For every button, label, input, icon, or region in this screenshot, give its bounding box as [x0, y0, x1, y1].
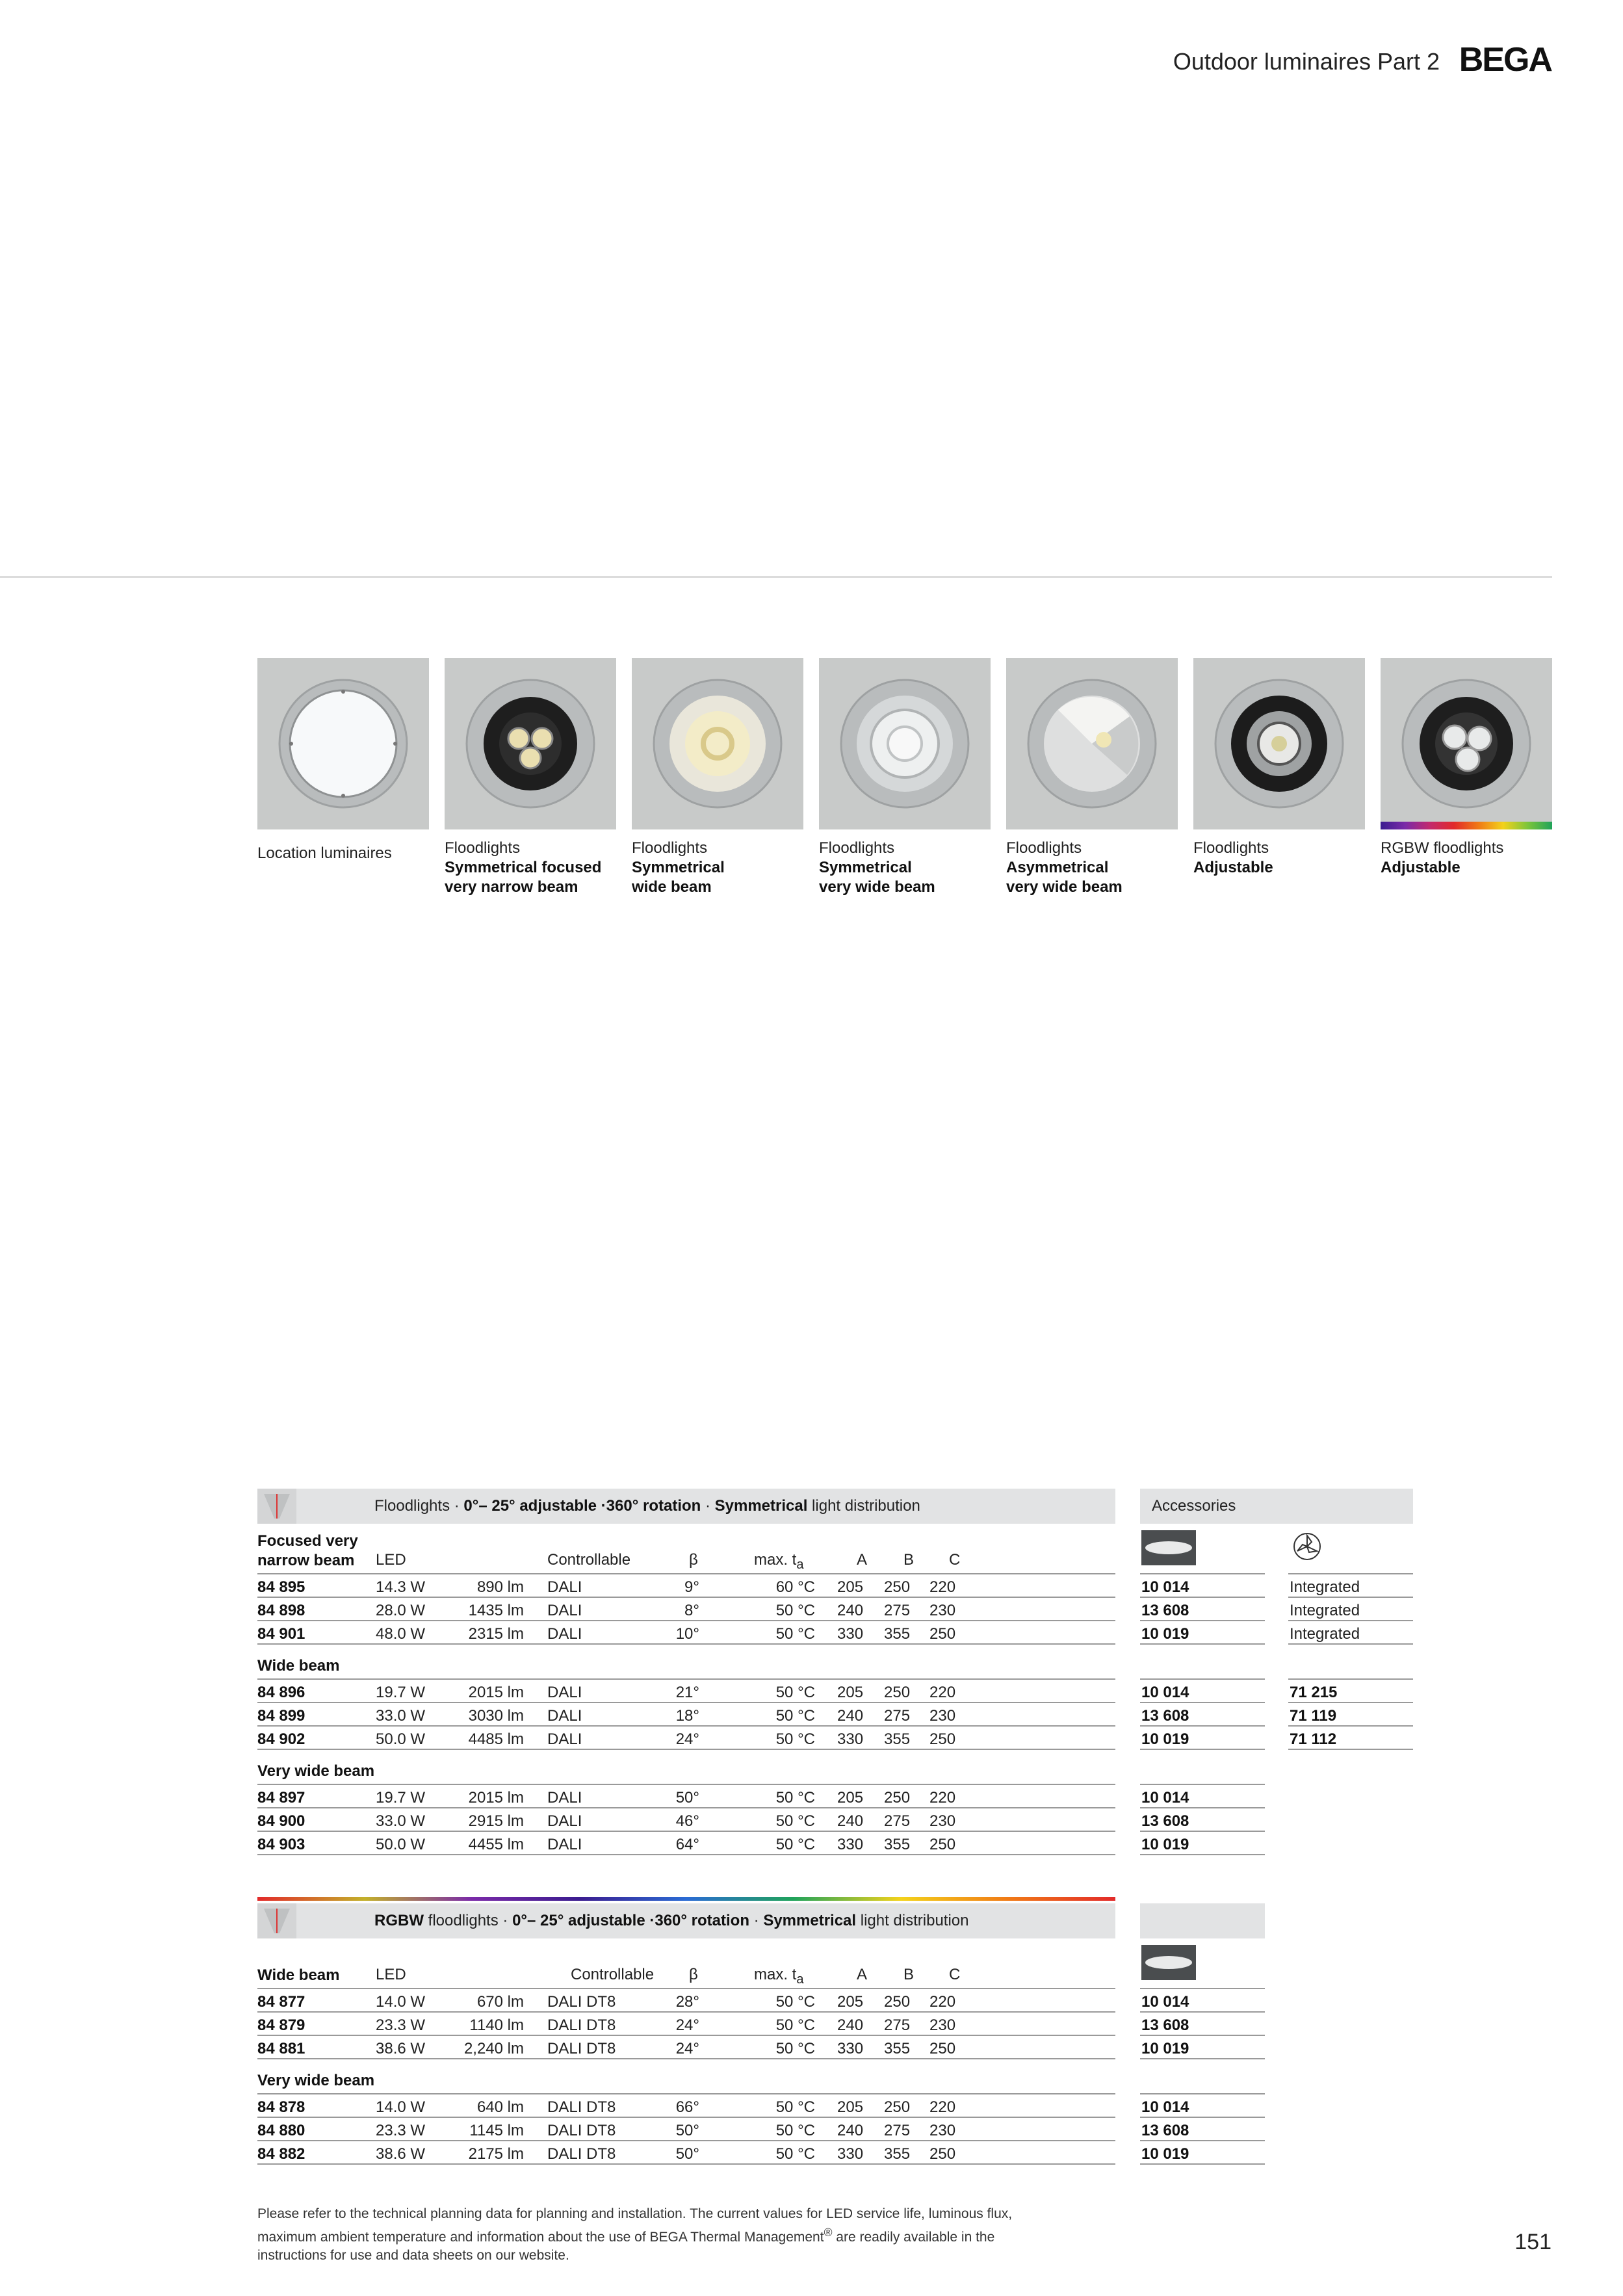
accessory-row: 10 019: [1140, 1621, 1265, 1645]
brand-logo: BEGA: [1459, 41, 1552, 79]
table-row: 84 880 23.3 W 1145 lm DALI DT8 50° 50 °C 240 275 230: [257, 2118, 1115, 2141]
table-row: 84 896 19.7 W 2015 lm DALI 21° 50 °C 205 250 220: [257, 1680, 1115, 1703]
accessory-row: 71 215: [1288, 1680, 1413, 1703]
product-image-wide: [632, 658, 803, 829]
accessory-row: 10 014: [1140, 1785, 1265, 1808]
fan-icon: [1291, 1530, 1323, 1563]
accessory-glare-shield-icon: [1141, 1945, 1196, 1980]
col-beta: β: [689, 1551, 698, 1569]
table-row: 84 899 33.0 W 3030 lm DALI 18° 50 °C 240 275 230: [257, 1703, 1115, 1727]
table-row: 84 882 38.6 W 2175 lm DALI DT8 50° 50 °C 330 355 250: [257, 2141, 1115, 2165]
table1-title: Floodlights · 0°– 25° adjustable ·360° rotation · Symmetrical light distribution: [374, 1497, 920, 1515]
accessory-row: 71 112: [1288, 1727, 1413, 1750]
table-row: 84 901 48.0 W 2315 lm DALI 10° 50 °C 330 355 250: [257, 1621, 1115, 1645]
accessory-row: 10 019: [1140, 2141, 1265, 2165]
accessory-row: 71 119: [1288, 1703, 1413, 1727]
caption-wide: Floodlights Symmetrical wide beam: [632, 839, 725, 896]
table-row: 84 897 19.7 W 2015 lm DALI 50° 50 °C 205 250 220: [257, 1785, 1115, 1808]
accessory-row: Integrated: [1288, 1598, 1413, 1621]
group-label: Wide beam: [257, 1657, 340, 1675]
caption-focused: Floodlights Symmetrical focused very narrow beam: [445, 839, 602, 896]
accessory-row: 13 608: [1140, 1598, 1265, 1621]
group-label: Very wide beam: [257, 1762, 375, 1780]
page-number: 151: [1514, 2230, 1552, 2254]
accessory-row: 10 019: [1140, 1727, 1265, 1750]
caption-rgbw: RGBW floodlights Adjustable: [1381, 839, 1504, 876]
product-image-location: [257, 658, 429, 829]
divider: [0, 576, 1552, 578]
accessory-row: 13 608: [1140, 2118, 1265, 2141]
rgbw-color-bar: [257, 1897, 1115, 1901]
col-beta: β: [689, 1966, 698, 1983]
table-row: 84 903 50.0 W 4455 lm DALI 64° 50 °C 330 355 250: [257, 1832, 1115, 1855]
product-image-very-wide: [819, 658, 991, 829]
beam-icon: [257, 1903, 296, 1938]
product-image-adjustable: [1193, 658, 1365, 829]
col-c: C: [949, 1966, 961, 1983]
accessory-row: 10 019: [1140, 1832, 1265, 1855]
accessories-header-blank: [1140, 1903, 1265, 1938]
caption-adjustable: Floodlights Adjustable: [1193, 839, 1273, 876]
col-b: B: [903, 1551, 915, 1569]
caption-asymmetrical: Floodlights Asymmetrical very wide beam: [1006, 839, 1123, 896]
table-row: 84 877 14.0 W 670 lm DALI DT8 28° 50 °C 205 250 220: [257, 1989, 1115, 2013]
group-label: Wide beam: [257, 1966, 340, 1984]
accessory-row: 10 019: [1140, 2036, 1265, 2059]
accessory-row: 13 608: [1140, 1703, 1265, 1727]
col-controllable: Controllable: [547, 1551, 631, 1569]
product-image-focused: [445, 658, 616, 829]
accessory-row: 13 608: [1140, 2013, 1265, 2036]
col-a: A: [857, 1551, 868, 1569]
rgbw-color-bar: [1381, 822, 1552, 829]
table-row: 84 878 14.0 W 640 lm DALI DT8 66° 50 °C 205 250 220: [257, 2094, 1115, 2118]
col-a: A: [857, 1966, 868, 1983]
product-image-rgbw: [1381, 658, 1552, 829]
table-row: 84 879 23.3 W 1140 lm DALI DT8 24° 50 °C 240 275 230: [257, 2013, 1115, 2036]
table-row: 84 895 14.3 W 890 lm DALI 9° 60 °C 205 250 220: [257, 1574, 1115, 1598]
group-label: Very wide beam: [257, 2072, 375, 2089]
accessory-row: 10 014: [1140, 2094, 1265, 2118]
col-b: B: [903, 1966, 915, 1983]
col-led: LED: [376, 1966, 406, 1983]
accessory-row: 10 014: [1140, 1989, 1265, 2013]
accessory-row: 10 014: [1140, 1574, 1265, 1598]
accessory-row: 13 608: [1140, 1808, 1265, 1832]
caption-location: Location luminaires: [257, 844, 392, 862]
table-row: 84 898 28.0 W 1435 lm DALI 8° 50 °C 240 275 230: [257, 1598, 1115, 1621]
product-image-asymmetrical: [1006, 658, 1178, 829]
caption-very-wide: Floodlights Symmetrical very wide beam: [819, 839, 935, 896]
table-row: 84 900 33.0 W 2915 lm DALI 46° 50 °C 240 275 230: [257, 1808, 1115, 1832]
accessory-row: 10 014: [1140, 1680, 1265, 1703]
group-label: narrow beam: [257, 1552, 355, 1569]
accessory-glare-shield-icon: [1141, 1530, 1196, 1565]
table2-title: RGBW floodlights · 0°– 25° adjustable ·360° rotation · Symmetrical light distribution: [374, 1912, 969, 1929]
section-title: Outdoor luminaires Part 2: [1173, 48, 1440, 75]
beam-icon: [257, 1489, 296, 1524]
table-row: 84 902 50.0 W 4485 lm DALI 24° 50 °C 330 355 250: [257, 1727, 1115, 1750]
footnote: Please refer to the technical planning data for planning and installation. The current values for LED service life, luminous flux, maximum ambient temperature and information about the use of BEGA Thermal Management® are readily available in the instructions for use and data sheets on our website.: [257, 2206, 1013, 2263]
col-controllable: Controllable: [571, 1966, 655, 1983]
accessories-header: Accessories: [1140, 1489, 1413, 1524]
col-ta: max. $t_a$: [754, 1551, 804, 1572]
table-row: 84 881 38.6 W 2,240 lm DALI DT8 24° 50 °C 330 355 250: [257, 2036, 1115, 2059]
col-led: LED: [376, 1551, 406, 1569]
accessory-row: Integrated: [1288, 1621, 1413, 1645]
col-c: C: [949, 1551, 961, 1569]
group-label: Focused very: [257, 1532, 358, 1550]
accessory-row: Integrated: [1288, 1574, 1413, 1598]
col-ta: max. $t_a$: [754, 1966, 804, 1987]
